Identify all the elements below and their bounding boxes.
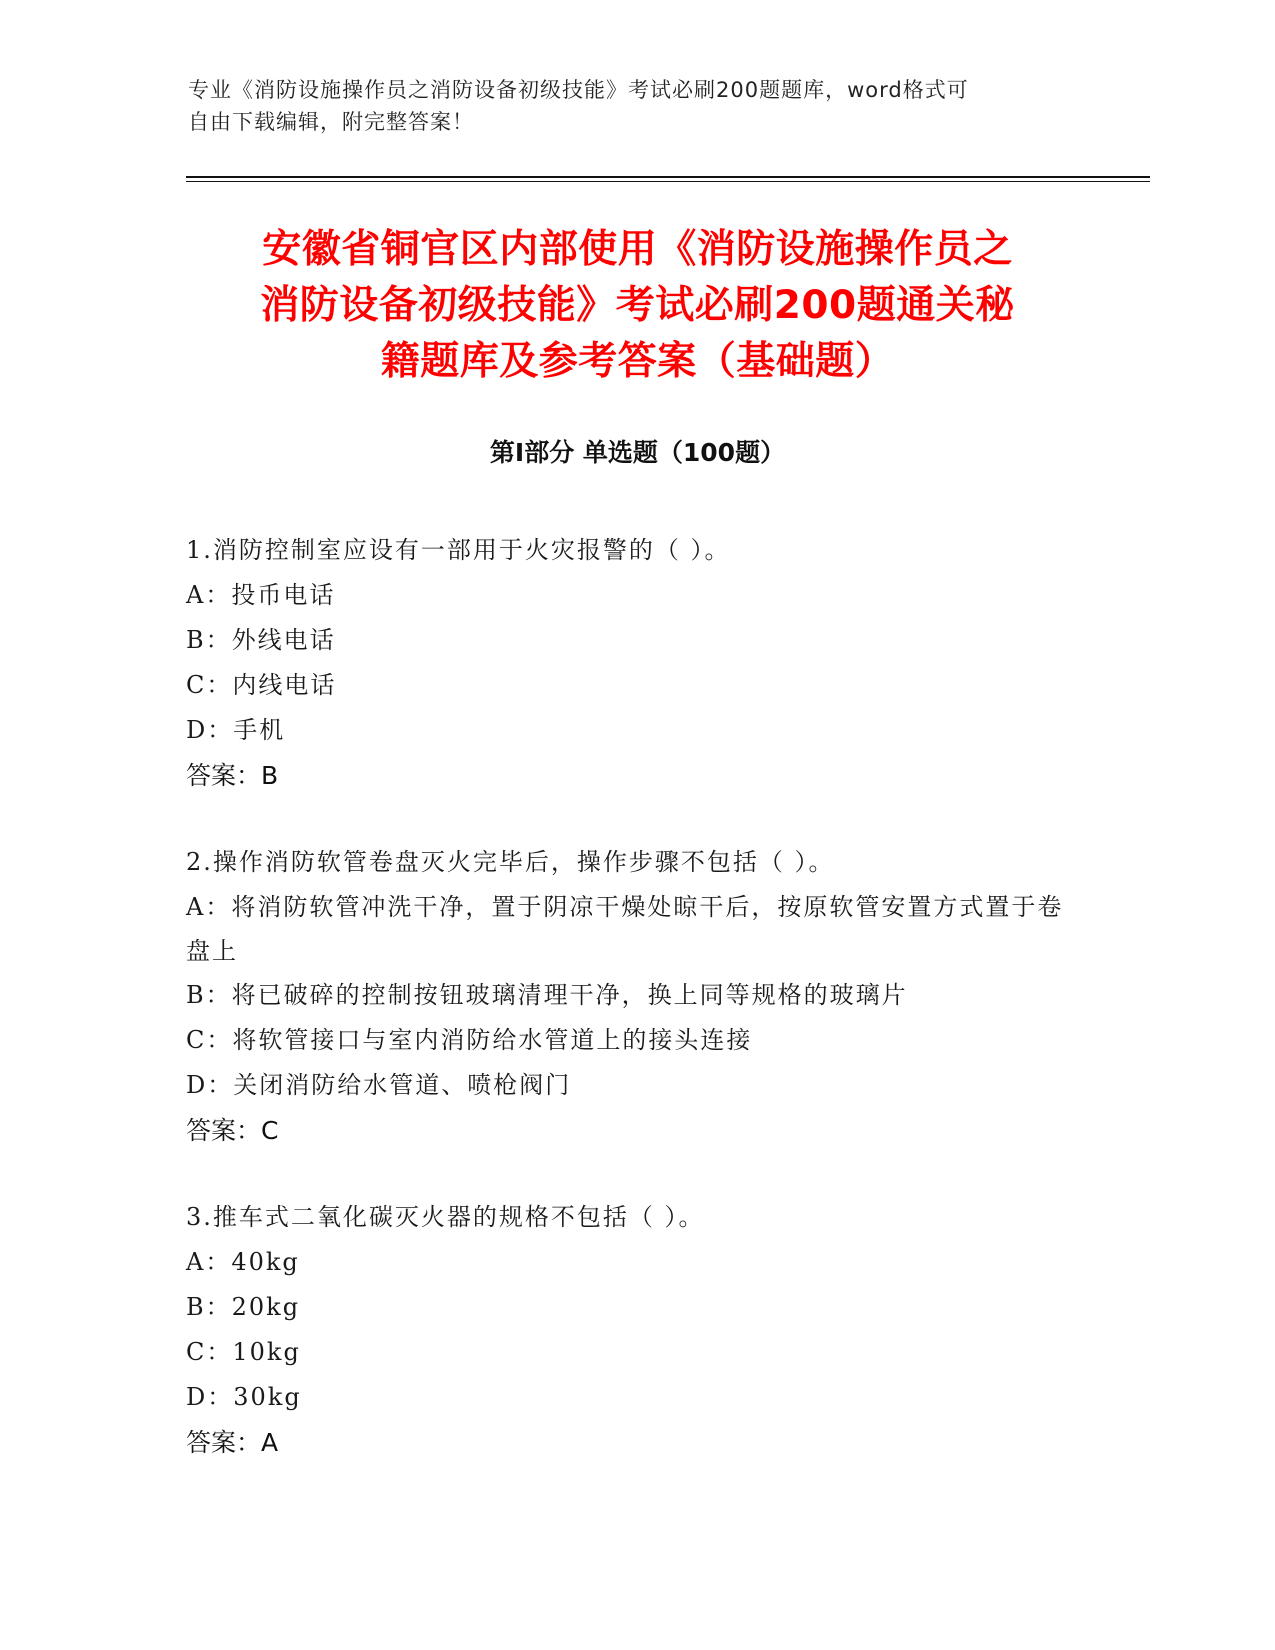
question-stem: 3.推车式二氧化碳灭火器的规格不包括（ ）。 [186,1203,705,1231]
question-list [186,528,1086,1507]
option-a: A：将消防软管冲洗干净，置于阴凉干燥处晾干后，按原软管安置方式置于卷盘上 [186,893,1064,965]
title-line-1: 安徽省铜官区内部使用《消防设施操作员之 [262,227,1013,272]
question-stem: 2.操作消防软管卷盘灭火完毕后，操作步骤不包括（ ）。 [186,848,835,876]
option-b: B：将已破碎的控制按钮玻璃清理干净，换上同等规格的玻璃片 [186,981,908,1009]
option-c: C：内线电话 [186,671,337,699]
option-b: B：20kg [186,1293,301,1321]
header-note-line-2: 自由下载编辑，附完整答案！ [188,110,474,134]
document-title [150,222,1125,390]
header-divider [186,176,1150,182]
option-d: D：手机 [186,716,286,744]
option-d: D：30kg [186,1383,302,1411]
answer: 答案：C [186,1116,279,1145]
question-1 [186,528,1086,798]
option-c: C：将软管接口与室内消防给水管道上的接头连接 [186,1026,753,1054]
option-d: D：关闭消防给水管道、喷枪阀门 [186,1071,572,1099]
question-2 [186,840,1086,1153]
option-a: A：40kg [186,1248,300,1276]
title-line-3: 籍题库及参考答案（基础题） [380,339,895,384]
answer: 答案：B [186,761,279,790]
option-b: B：外线电话 [186,626,336,654]
option-c: C：10kg [186,1338,301,1366]
question-stem: 1.消防控制室应设有一部用于火灾报警的（ ）。 [186,536,731,564]
option-a: A：投币电话 [186,581,336,609]
header-note-line-1: 专业《消防设施操作员之消防设备初级技能》考试必刷200题题库，word格式可 [188,78,969,102]
title-line-2: 消防设备初级技能》考试必刷200题通关秘 [260,283,1015,328]
question-3 [186,1195,1086,1465]
header-note [188,74,1068,138]
section-title: 第Ⅰ部分 单选题（100题） [489,438,786,467]
answer: 答案：A [186,1428,279,1457]
